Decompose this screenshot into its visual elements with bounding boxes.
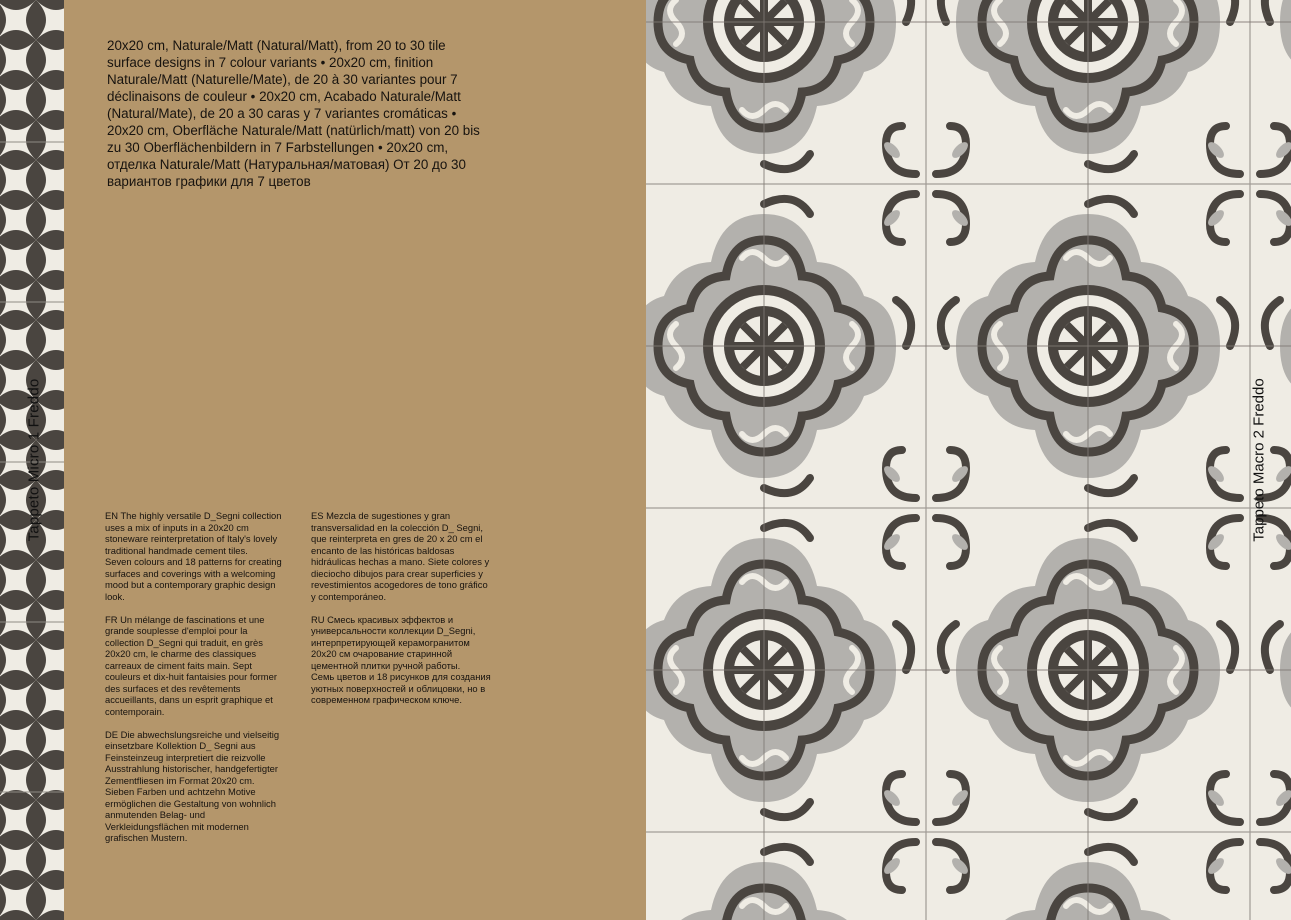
description-column-right [311,510,491,717]
left-strip-label: Tappeto Micro 1 Freddo [25,378,43,542]
macro-tile-image [646,0,1291,920]
description-de: DE Die abwechslungsreiche und vielseitig einsetzbare Kollektion D_ Segni aus Feinsteinzeug interpretiert die reizvolle Ausstrahlung historischer, handgefertigter Zementfliesen im Format 20x20 cm. Sieben Farben und achtzehn Motive ermöglichen die Gestaltung von wohnlich anmutenden Belag- und Verkleidungsflächen mit modernen grafischen Mustern. [105,728,280,843]
description-es: ES Mezcla de sugestiones y gran transversalidad en la colección D_ Segni, que reinterpreta en gres de 20 x 20 cm el encanto de las históricas baldosas hidráulicas hechas a mano. Siete colores y dieciocho dibujos para crear superficies y revestimientos acogedores de tono gráfico y contemporáneo. [311,510,490,602]
left-tile-strip [0,0,64,920]
macro-pattern-image [646,0,1291,920]
right-panel-label: Tappeto Macro 2 Freddo [1250,378,1268,542]
text-panel [64,0,646,920]
spec-paragraph: 20x20 cm, Naturale/Matt (Natural/Matt), from 20 to 30 tile surface designs in 7 colour variants • 20x20 cm, finition Naturale/Matt (Naturelle/Mate), de 20 à 30 variantes pour 7 déclinaisons de couleur • 20x20 cm, Acabado Naturale/Matt (Natural/Mate), de 20 a 30 caras y 7 variantes cromáticas • 20x20 cm, Oberfläche Naturale/Matt (natürlich/matt) von 20 bis zu 30 Oberflächenbildern in 7 Farbstellungen • 20x20 cm, отделка Naturale/Matt (Натуральная/матовая) От 20 до 30 вариантов графики для 7 цветов [107,38,480,189]
description-en: EN The highly versatile D_Segni collection uses a mix of inputs in a 20x20 cm stoneware reinterpretation of Italy's lovely traditional handmade cement tiles. Seven colours and 18 patterns for creating surfaces and coverings with a welcoming mood but a contemporary graphic design look. [105,510,282,602]
description-fr: FR Un mélange de fascinations et une grande souplesse d'emploi pour la collection D_Segni qui traduit, en grès 20x20 cm, le charme des classiques carreaux de ciment faits main. Sept couleurs et dix-huit fantaisies pour former des surfaces et des revêtements accueillants, dans un esprit graphique et contemporain. [105,613,277,717]
description-column-left [105,510,285,855]
description-ru: RU Смесь красивых эффектов и универсальности коллекции D_Segni, интерпретирующей керамогранитом 20x20 см очарование старинной цементной плитки ручной работы. Семь цветов и 18 рисунков для создания уютных поверхностей и облицовки, но в современном графическом ключе. [311,613,491,705]
